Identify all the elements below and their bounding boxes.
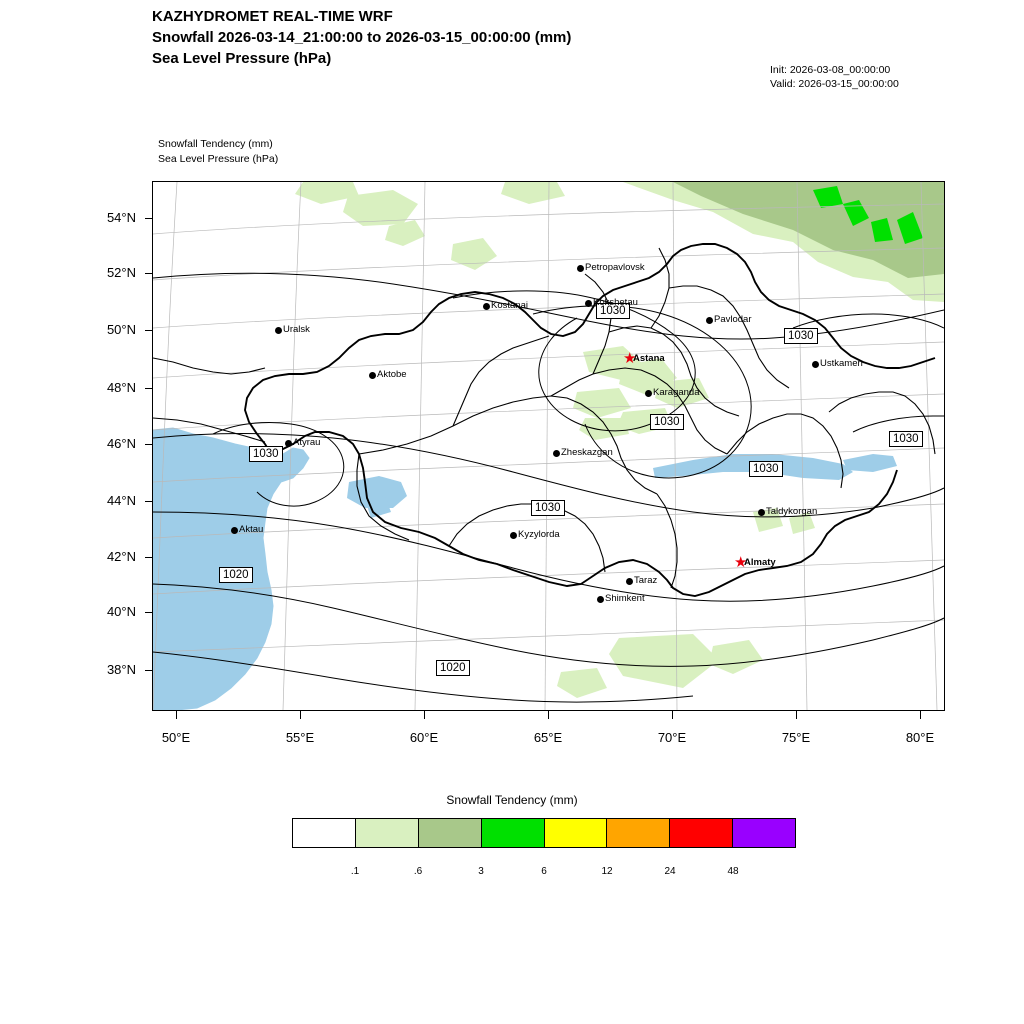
lon-tick <box>300 711 301 719</box>
city-label: Almaty <box>744 557 776 568</box>
model-run-info <box>770 63 899 91</box>
lat-label: 40°N <box>106 604 136 619</box>
colorbar-swatch-5 <box>607 819 670 847</box>
colorbar-swatch-0 <box>293 819 356 847</box>
lon-label: 70°E <box>657 730 687 745</box>
city-label: Shimkent <box>605 593 645 604</box>
city-label: Taldykorgan <box>766 506 818 517</box>
city-label: Karaganda <box>653 387 700 398</box>
lon-label: 75°E <box>781 730 811 745</box>
isobar-label: 1020 <box>436 660 470 676</box>
lon-tick <box>548 711 549 719</box>
lat-tick <box>145 273 153 274</box>
colorbar <box>292 818 796 848</box>
colorbar-tick-label: 6 <box>541 866 547 877</box>
isobar-label: 1030 <box>596 303 630 319</box>
map-panel[interactable] <box>152 181 945 711</box>
lat-label: 42°N <box>106 549 136 564</box>
city-label: Kyzylorda <box>518 529 560 540</box>
city-dot <box>812 361 819 368</box>
city-dot <box>577 265 584 272</box>
valid-time: Valid: 2026-03-15_00:00:00 <box>770 78 899 90</box>
city-label: Zheskazgan <box>561 447 613 458</box>
city-dot <box>758 509 765 516</box>
city-dot <box>645 390 652 397</box>
colorbar-title: Snowfall Tendency (mm) <box>446 793 578 807</box>
lat-label: 48°N <box>106 380 136 395</box>
init-time: Init: 2026-03-08_00:00:00 <box>770 64 891 76</box>
lon-tick <box>672 711 673 719</box>
city-label: Kostanai <box>491 300 528 311</box>
lon-tick <box>424 711 425 719</box>
lat-label: 50°N <box>106 322 136 337</box>
city-dot <box>585 300 592 307</box>
lat-tick <box>145 218 153 219</box>
title-line-2: Snowfall 2026-03-14_21:00:00 to 2026-03-15_00:00:00 (mm) <box>152 29 572 46</box>
city-label: Aktau <box>239 524 264 535</box>
city-dot <box>231 527 238 534</box>
city-dot <box>626 578 633 585</box>
capital-star-icon: ★ <box>623 350 637 367</box>
colorbar-tick-label: .6 <box>413 866 423 877</box>
isobar-label: 1020 <box>219 567 253 583</box>
snowfall-shading <box>295 182 944 698</box>
colorbar-tick-label: 48 <box>727 866 739 877</box>
city-label: Petropavlovsk <box>585 262 645 273</box>
admin-borders <box>153 244 935 596</box>
water-bodies <box>153 428 897 710</box>
isobar-label: 1030 <box>784 328 818 344</box>
lon-tick <box>796 711 797 719</box>
city-label: Taraz <box>634 575 658 586</box>
isobar-label: 1030 <box>531 500 565 516</box>
title-line-3: Sea Level Pressure (hPa) <box>152 50 332 67</box>
colorbar-swatch-4 <box>545 819 608 847</box>
lon-label: 65°E <box>533 730 563 745</box>
lat-tick <box>145 557 153 558</box>
field-label-snowfall: Snowfall Tendency (mm) <box>158 138 273 150</box>
city-dot <box>510 532 517 539</box>
lat-tick <box>145 330 153 331</box>
lon-label: 80°E <box>905 730 935 745</box>
city-dot <box>369 372 376 379</box>
colorbar-ticks <box>292 866 796 882</box>
city-label: Atyrau <box>293 437 321 448</box>
city-label: Astana <box>633 353 665 364</box>
city-dot <box>285 440 292 447</box>
lon-tick <box>920 711 921 719</box>
isobar-label: 1030 <box>749 461 783 477</box>
lat-label: 38°N <box>106 662 136 677</box>
city-dot <box>275 327 282 334</box>
lat-tick <box>145 444 153 445</box>
capital-star-icon: ★ <box>734 554 748 571</box>
colorbar-tick-label: 12 <box>601 866 613 877</box>
colorbar-tick-label: 3 <box>478 866 484 877</box>
lat-label: 54°N <box>106 210 136 225</box>
city-dot <box>706 317 713 324</box>
lat-label: 46°N <box>106 436 136 451</box>
lat-label: 44°N <box>106 493 136 508</box>
colorbar-tick-label: 24 <box>664 866 676 877</box>
page-title <box>152 6 571 69</box>
city-label: Pavlodar <box>714 314 752 325</box>
lon-label: 55°E <box>285 730 315 745</box>
colorbar-tick-label: .1 <box>350 866 360 877</box>
colorbar-swatch-3 <box>482 819 545 847</box>
lat-label: 52°N <box>106 265 136 280</box>
isobar-label: 1030 <box>249 446 283 462</box>
city-label: Ustkamen <box>820 358 863 369</box>
city-label: Aktobe <box>377 369 407 380</box>
colorbar-swatch-7 <box>733 819 795 847</box>
colorbar-swatch-6 <box>670 819 733 847</box>
lon-tick <box>176 711 177 719</box>
city-label: Kokshetau <box>593 297 638 308</box>
field-label-pressure: Sea Level Pressure (hPa) <box>158 153 279 165</box>
lon-label: 60°E <box>409 730 439 745</box>
city-dot <box>597 596 604 603</box>
lat-tick <box>145 388 153 389</box>
city-dot <box>483 303 490 310</box>
lat-tick <box>145 670 153 671</box>
lon-label: 50°E <box>161 730 191 745</box>
city-dot <box>553 450 560 457</box>
colorbar-swatch-1 <box>356 819 419 847</box>
isobar-label: 1030 <box>889 431 923 447</box>
colorbar-swatch-2 <box>419 819 482 847</box>
lat-tick <box>145 612 153 613</box>
isobar-label: 1030 <box>650 414 684 430</box>
lat-tick <box>145 501 153 502</box>
city-label: Uralsk <box>283 324 310 335</box>
title-line-1: KAZHYDROMET REAL-TIME WRF <box>152 8 393 25</box>
